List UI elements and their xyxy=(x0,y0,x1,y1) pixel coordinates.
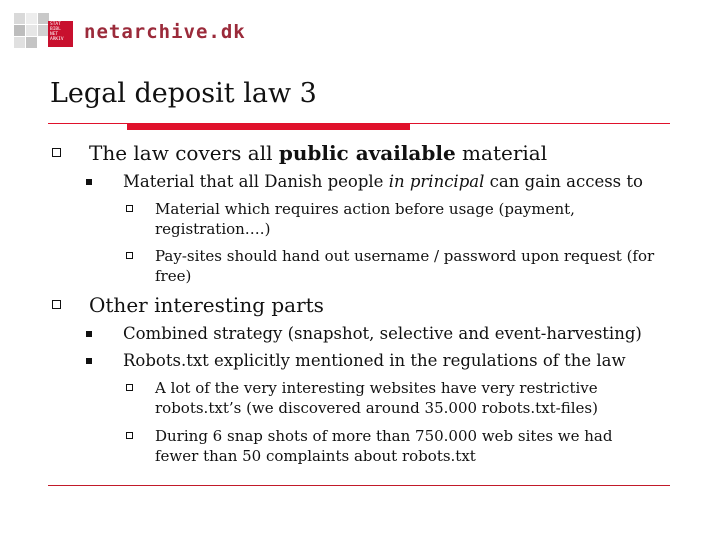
logo-wordmark: netarchive.dk xyxy=(84,21,246,43)
bullet-text: Material which requires action before usage (payment, registration….) xyxy=(155,200,575,238)
hollow-square-bullet-icon xyxy=(52,148,61,157)
bullet-text: Robots.txt explicitly mentioned in the regulations of the law xyxy=(123,351,626,370)
hollow-square-bullet-icon xyxy=(126,252,133,259)
logo-square xyxy=(14,37,25,48)
logo-square xyxy=(26,13,37,24)
bullet-text: Combined strategy (snapshot, selective and event-harvesting) xyxy=(123,324,642,343)
bullet-text: Pay-sites should hand out username / password upon request (for free) xyxy=(155,247,655,285)
filled-square-bullet-icon xyxy=(86,358,92,364)
logo-square xyxy=(26,37,37,48)
bullet-text: During 6 snap shots of more than 750.000 web sites we had fewer than 50 complaints about robots.txt xyxy=(155,427,613,465)
title-accent-bar xyxy=(127,124,410,130)
logo-square xyxy=(14,13,25,24)
hollow-square-bullet-icon xyxy=(52,300,61,309)
filled-square-bullet-icon xyxy=(86,331,92,337)
bullet-text: The law covers all public available material xyxy=(89,141,548,165)
hollow-square-bullet-icon xyxy=(126,432,133,439)
bullet-text: Other interesting parts xyxy=(89,293,324,317)
logo-badge: STAT BIBL NET ARKIV xyxy=(48,21,73,47)
slide-title: Legal deposit law 3 xyxy=(50,78,317,109)
hollow-square-bullet-icon xyxy=(126,205,133,212)
bullet-text: A lot of the very interesting websites have very restrictive robots.txt’s (we discovered around 35.000 robots.txt-files) xyxy=(155,379,598,417)
logo-square xyxy=(26,25,37,36)
footer-rule xyxy=(48,485,670,486)
filled-square-bullet-icon xyxy=(86,179,92,185)
logo-square xyxy=(14,25,25,36)
bullet-text: Material that all Danish people in principal can gain access to xyxy=(123,172,643,191)
hollow-square-bullet-icon xyxy=(126,384,133,391)
